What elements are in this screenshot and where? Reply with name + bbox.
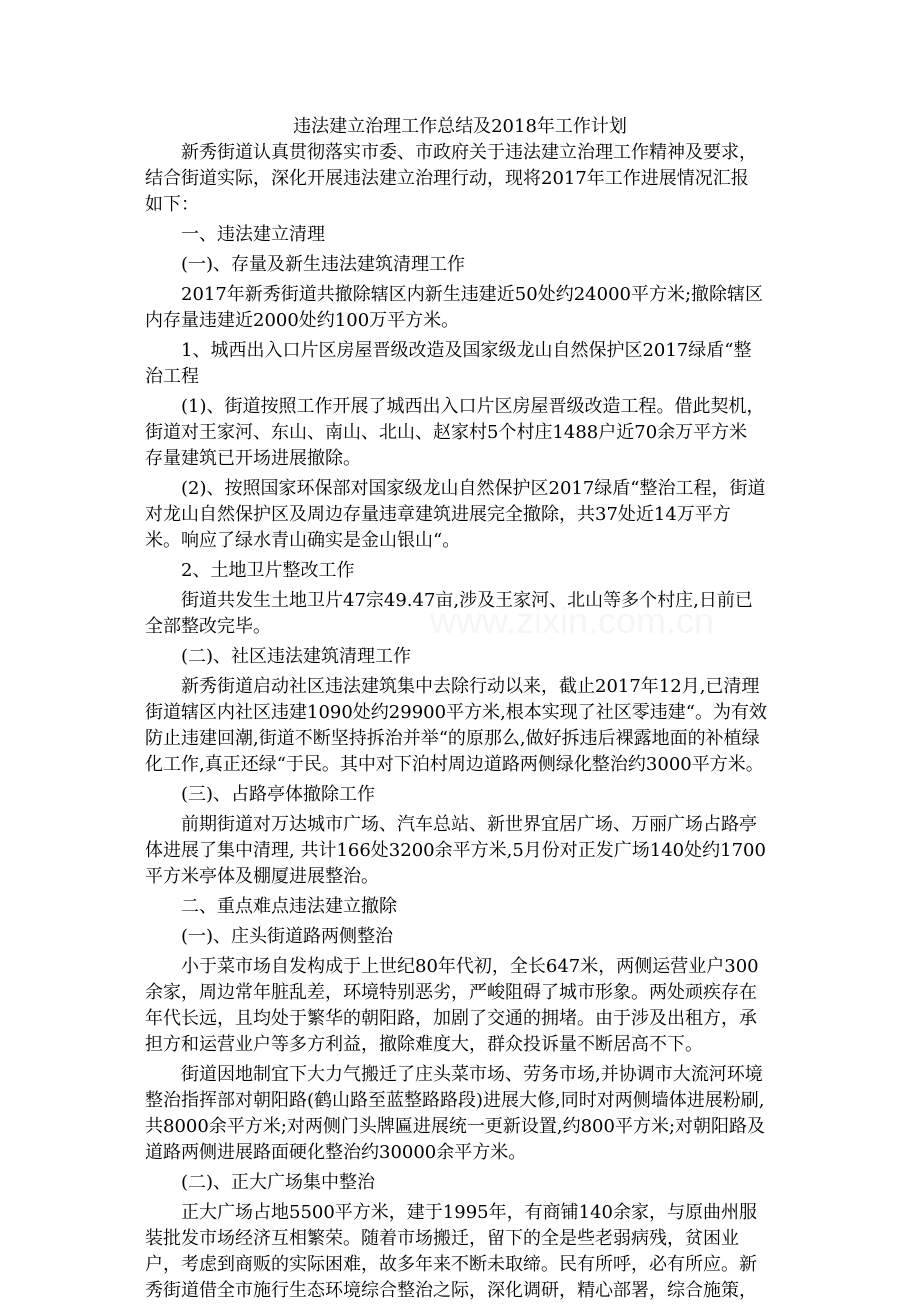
text-line: 如下：	[145, 194, 199, 215]
document-body	[145, 140, 779, 1308]
text-line: 化工作,真正还绿“于民。其中对下泊村周边道路两侧绿化整治约3000平方米。	[145, 754, 764, 775]
text-line: 2、土地卫片整改工作	[181, 560, 355, 581]
text-line: 米。响应了绿水青山确实是金山银山“。	[145, 530, 461, 551]
paragraph	[145, 954, 779, 1058]
paragraph	[145, 140, 779, 218]
text-line: 内存量违建近2000处约100万平方米。	[145, 310, 460, 331]
text-line: 共8000余平方米;对两侧门头牌匾进展统一更新设置,约800平方米;对朝阳路及	[145, 1116, 766, 1137]
paragraph	[145, 558, 779, 584]
paragraph	[145, 674, 779, 778]
text-line: 街道共发生土地卫片47宗49.47亩,涉及王家河、北山等多个村庄,日前已	[181, 590, 753, 611]
text-line: 一、违法建立清理	[181, 224, 325, 245]
text-line: 前期街道对万达城市广场、汽车总站、新世界宜居广场、万丽广场占路亭	[181, 814, 757, 835]
text-line: 存量建筑已开场进展撤除。	[145, 448, 361, 469]
text-line: 街道辖区内社区违建1090处约29900平方米,根本实现了社区零违建“。为有效	[145, 702, 767, 723]
paragraph	[145, 812, 779, 890]
text-line: 二、重点难点违法建立撤除	[181, 896, 397, 917]
text-line: 正大广场占地5500平方米，建于1995年，有商铺140余家，与原曲州服	[181, 1202, 757, 1223]
text-line: (二)、社区违法建筑清理工作	[181, 646, 412, 667]
paragraph	[145, 282, 779, 334]
paragraph	[145, 1200, 779, 1304]
paragraph	[145, 924, 779, 950]
text-line: 街道因地制宜下大力气搬迁了庄头菜市场、劳务市场,并协调市大流河环境	[181, 1064, 763, 1085]
paragraph	[145, 782, 779, 808]
paragraph	[145, 338, 779, 390]
text-line: 小于菜市场自发构成于上世纪80年代初，全长647米，两侧运营业户300	[181, 956, 759, 977]
text-line: 结合街道实际，深化开展违法建立治理行动，现将2017年工作进展情况汇报	[145, 168, 749, 189]
text-line: 户，考虑到商贩的实际困难，故多年来不断未取缔。民有所呼，必有所应。新	[145, 1254, 757, 1275]
text-line: 担方和运营业户等多方利益，撤除难度大，群众投诉量不断居高不下。	[145, 1034, 703, 1055]
text-line: (2)、按照国家环保部对国家级龙山自然保护区2017绿盾“整治工程，街道	[181, 478, 766, 499]
text-line: 装批发市场经济互相繁荣。随着市场搬迁，留下的全是些老弱病残，贫困业	[145, 1228, 739, 1249]
document-title: 违法建立治理工作总结及2018年工作计划	[293, 116, 627, 137]
paragraph	[145, 588, 779, 640]
paragraph	[145, 476, 779, 554]
paragraph	[145, 252, 779, 278]
paragraph	[145, 1062, 779, 1166]
text-line: 体进展了集中清理, 共计166处3200余平方米,5月份对正发广场140处约1700	[145, 840, 766, 861]
paragraph	[145, 1170, 779, 1196]
paragraph	[145, 894, 779, 920]
text-line: 防止违建回潮,街道不断坚持拆治并举“的原那么,做好拆违后裸露地面的补植绿	[145, 728, 760, 749]
text-line: 新秀街道认真贯彻落实市委、市政府关于违法建立治理工作精神及要求，	[181, 142, 757, 163]
text-line: (三)、占路亭体撤除工作	[181, 784, 376, 805]
text-line: 新秀街道启动社区违法建筑集中去除行动以来，截止2017年12月,已清理	[181, 676, 760, 697]
text-line: 全部整改完毕。	[145, 616, 271, 637]
paragraph	[145, 222, 779, 248]
text-line: 平方米亭体及棚厦进展整治。	[145, 866, 379, 887]
text-line: 2017年新秀街道共撤除辖区内新生违建近50处约24000平方米;撤除辖区	[181, 284, 764, 305]
paragraph	[145, 644, 779, 670]
text-line: 街道对王家河、东山、南山、北山、赵家村5个村庄1488户近70余万平方米	[145, 422, 748, 443]
text-line: (二)、正大广场集中整治	[181, 1172, 376, 1193]
text-line: (一)、存量及新生违法建筑清理工作	[181, 254, 466, 275]
text-line: 1、城西出入口片区房屋晋级改造及国家级龙山自然保护区2017绿盾“整	[181, 340, 752, 361]
text-line: (一)、庄头街道路两侧整治	[181, 926, 394, 947]
text-line: 年代长远，且均处于繁华的朝阳路，加剧了交通的拥堵。由于涉及出租方，承	[145, 1008, 757, 1029]
paragraph	[145, 394, 779, 472]
text-line: (1)、街道按照工作开展了城西出入口片区房屋晋级改造工程。借此契机，	[181, 396, 765, 417]
text-line: 秀街道借全市施行生态环境综合整治之际，深化调研，精心部署，综合施策，	[145, 1280, 757, 1301]
text-line: 对龙山自然保护区及周边存量违章建筑进展完全撤除，共37处近14万平方	[145, 504, 731, 525]
text-line: 道路两侧进展路面硬化整治约30000余平方米。	[145, 1142, 527, 1163]
text-line: 余家，周边常年脏乱差，环境特别恶劣，严峻阻碍了城市形象。两处顽疾存在	[145, 982, 757, 1003]
text-line: 治工程	[145, 366, 199, 387]
text-line: 整治指挥部对朝阳路(鹤山路至蓝整路路段)进展大修,同时对两侧墙体进展粉刷,	[145, 1090, 765, 1111]
